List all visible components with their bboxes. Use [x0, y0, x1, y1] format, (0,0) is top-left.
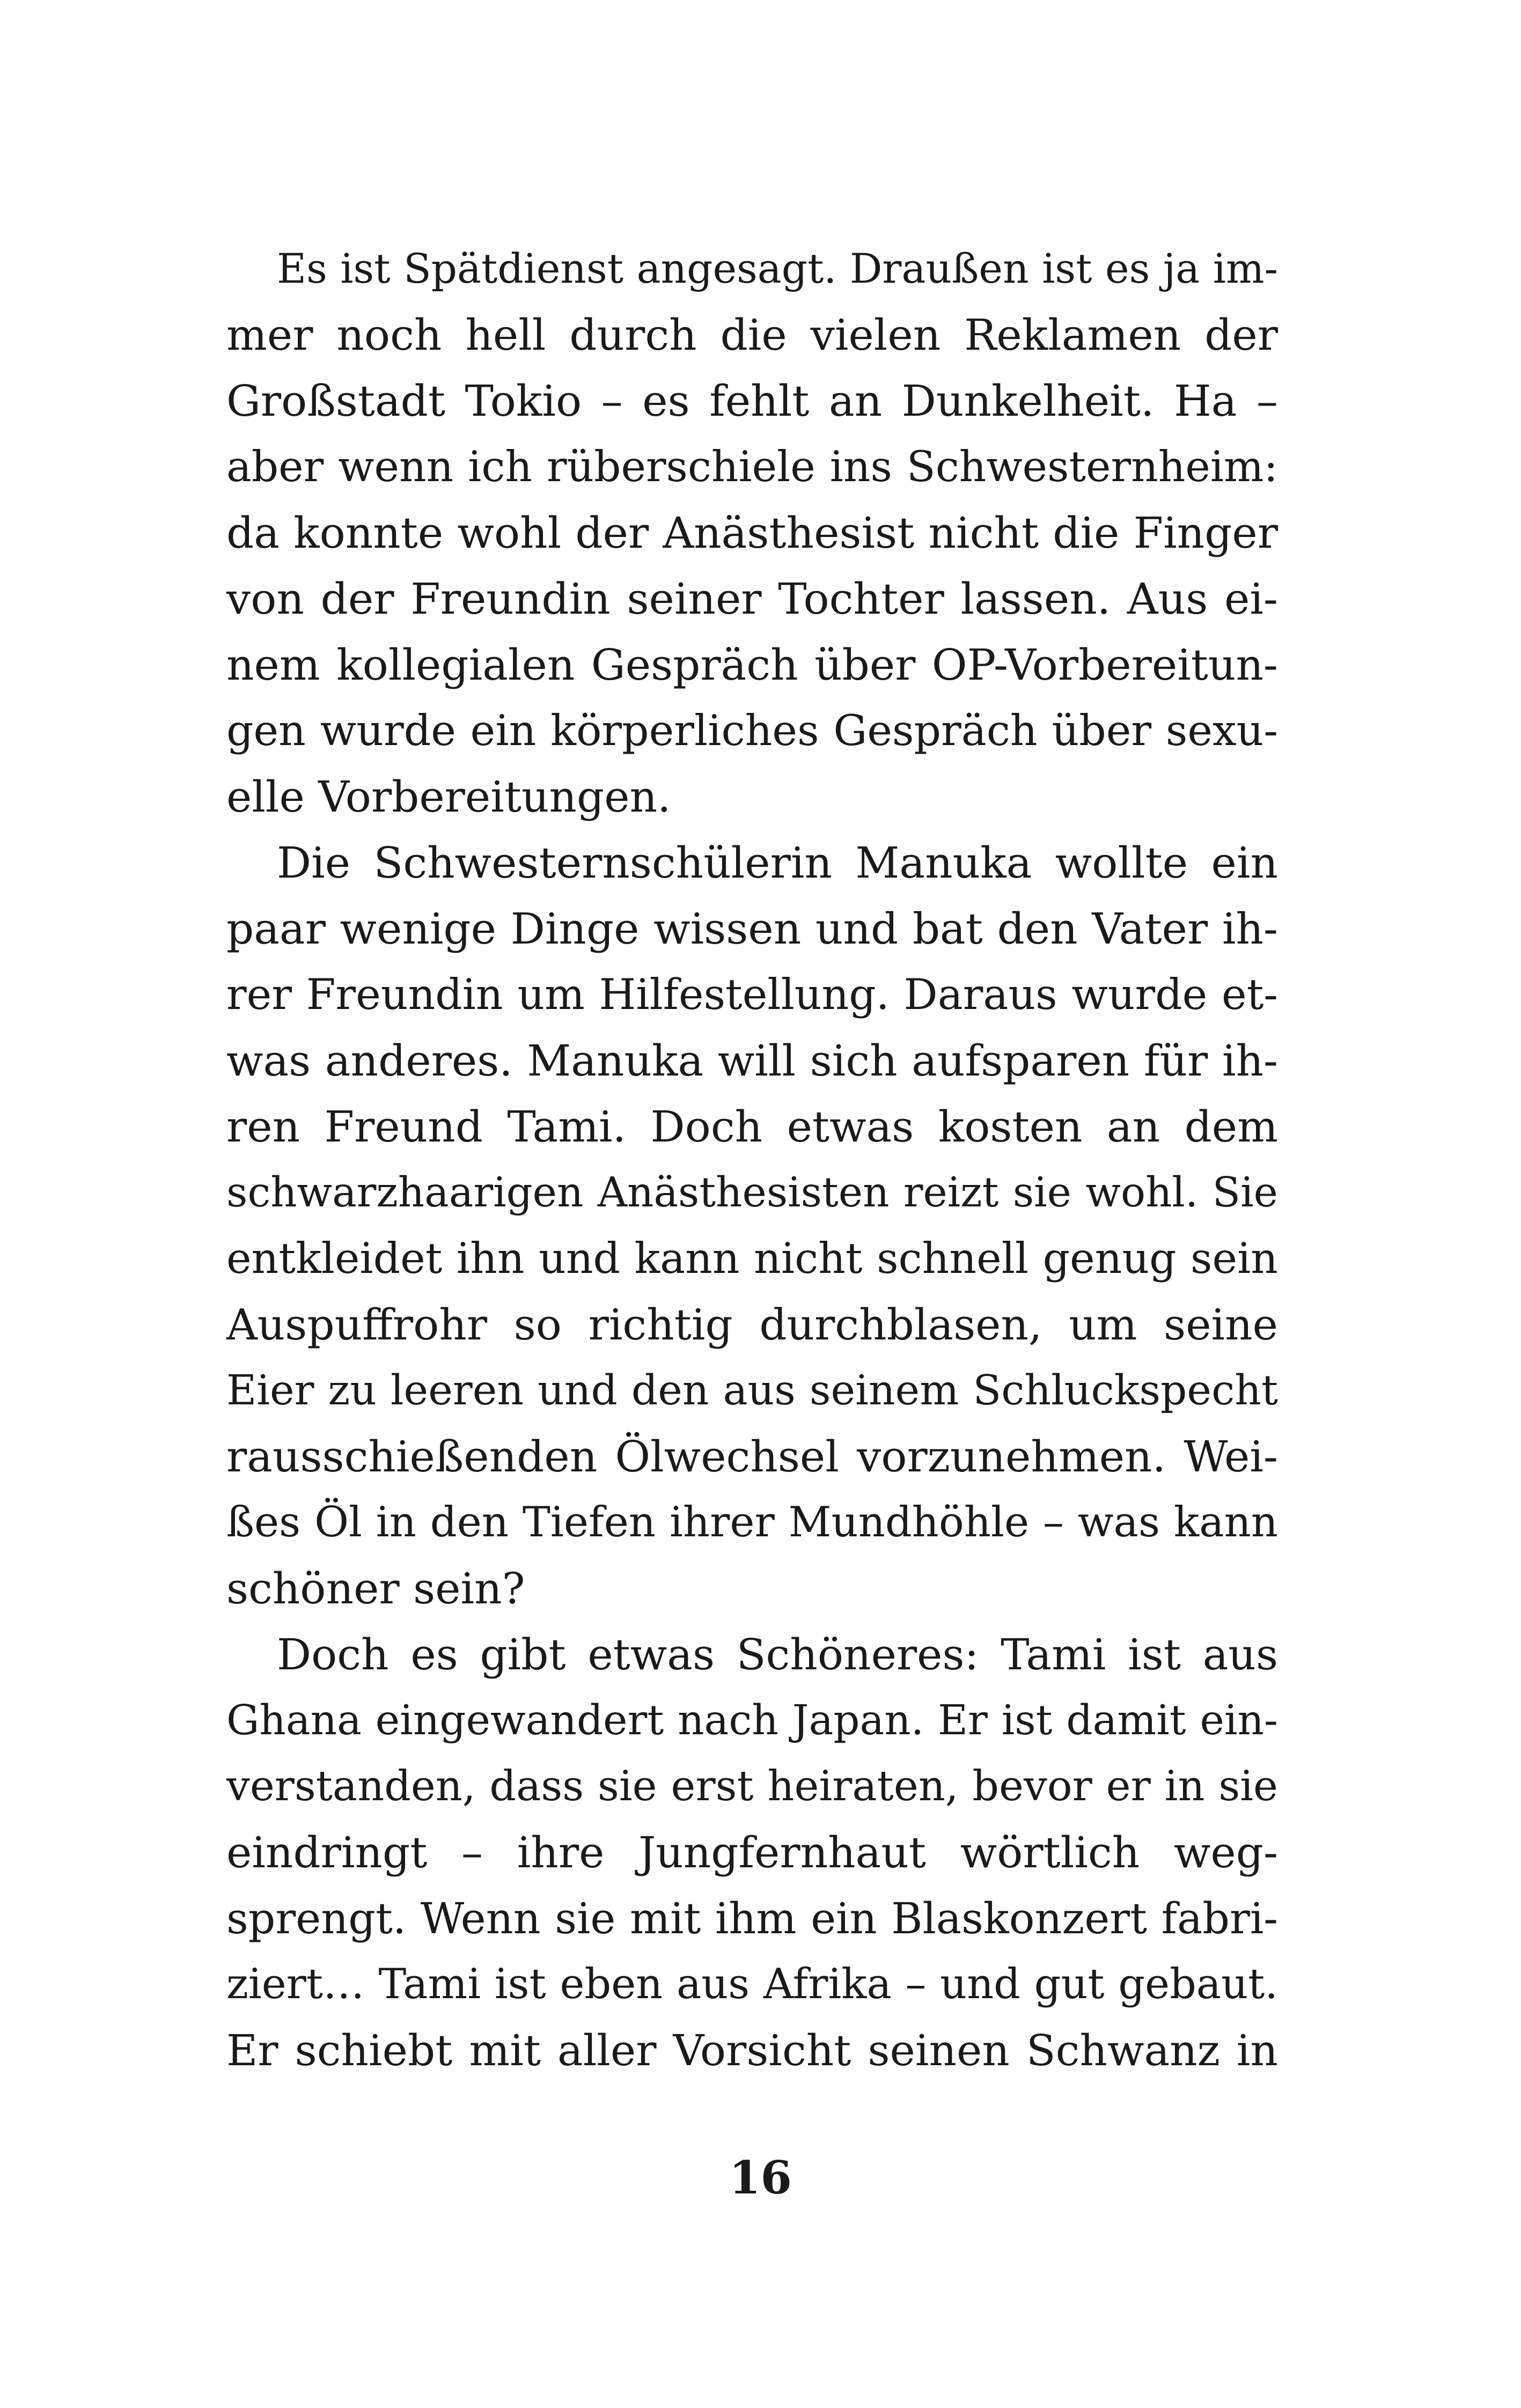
text-line: Es ist Spätdienst angesagt. Draußen ist es ja im-	[277, 245, 1278, 292]
text-line: nem kollegialen Gespräch über OP-Vorbereitun-	[226, 640, 1278, 690]
text-line: ziert… Tami ist eben aus Afrika – und gut gebaut.	[226, 1960, 1278, 2008]
text-line: mer noch hell durch die vielen Reklamen der	[226, 310, 1278, 360]
text-line: Großstadt Tokio – es fehlt an Dunkelheit. Ha –	[226, 376, 1278, 426]
text-line: Die Schwesternschülerin Manuka wollte ein	[277, 838, 1278, 888]
text-line: ßes Öl in den Tiefen ihrer Mundhöhle – was kann	[226, 1498, 1278, 1547]
text-line: schwarzhaarigen Anästhesisten reizt sie wohl. Sie	[226, 1169, 1278, 1217]
text-line: verstanden, dass sie erst heiraten, bevor er in sie	[226, 1762, 1278, 1810]
body-text	[226, 236, 1278, 2083]
text-line: ren Freund Tami. Doch etwas kosten an dem	[226, 1102, 1278, 1152]
text-line: paar wenige Dinge wissen und bat den Vater ih-	[226, 904, 1278, 954]
text-line: Doch es gibt etwas Schöneres: Tami ist aus	[277, 1630, 1278, 1680]
text-line: sprengt. Wenn sie mit ihm ein Blaskonzert fabri-	[226, 1894, 1278, 1943]
text-line: rausschießenden Ölwechsel vorzunehmen. Wei-	[226, 1432, 1278, 1482]
text-line: was anderes. Manuka will sich aufsparen für ih-	[226, 1036, 1278, 1086]
text-line: Auspuffrohr so richtig durchblasen, um seine	[226, 1300, 1278, 1350]
text-line: da konnte wohl der Anästhesist nicht die Finger	[226, 508, 1278, 558]
text-line: elle Vorbereitungen.	[226, 772, 671, 822]
text-line: gen wurde ein körperliches Gespräch über sexu-	[226, 706, 1278, 755]
text-line: Ghana eingewandert nach Japan. Er ist damit ein-	[226, 1697, 1278, 1744]
text-line: entkleidet ihn und kann nicht schnell genug sein	[226, 1234, 1278, 1283]
text-line: eindringt – ihre Jungfernhaut wörtlich weg-	[226, 1828, 1278, 1877]
text-line: von der Freundin seiner Tochter lassen. Aus ei-	[226, 574, 1278, 624]
page-number: 16	[729, 2151, 792, 2204]
text-line: Er schiebt mit aller Vorsicht seinen Schwanz in	[226, 2026, 1278, 2075]
text-line: aber wenn ich rüberschiele ins Schwesternheim:	[226, 442, 1278, 491]
text-line: schöner sein?	[226, 1564, 525, 1614]
text-line: rer Freundin um Hilfestellung. Daraus wurde et-	[226, 970, 1278, 1019]
text-line: Eier zu leeren und den aus seinem Schluckspecht	[226, 1366, 1278, 1415]
